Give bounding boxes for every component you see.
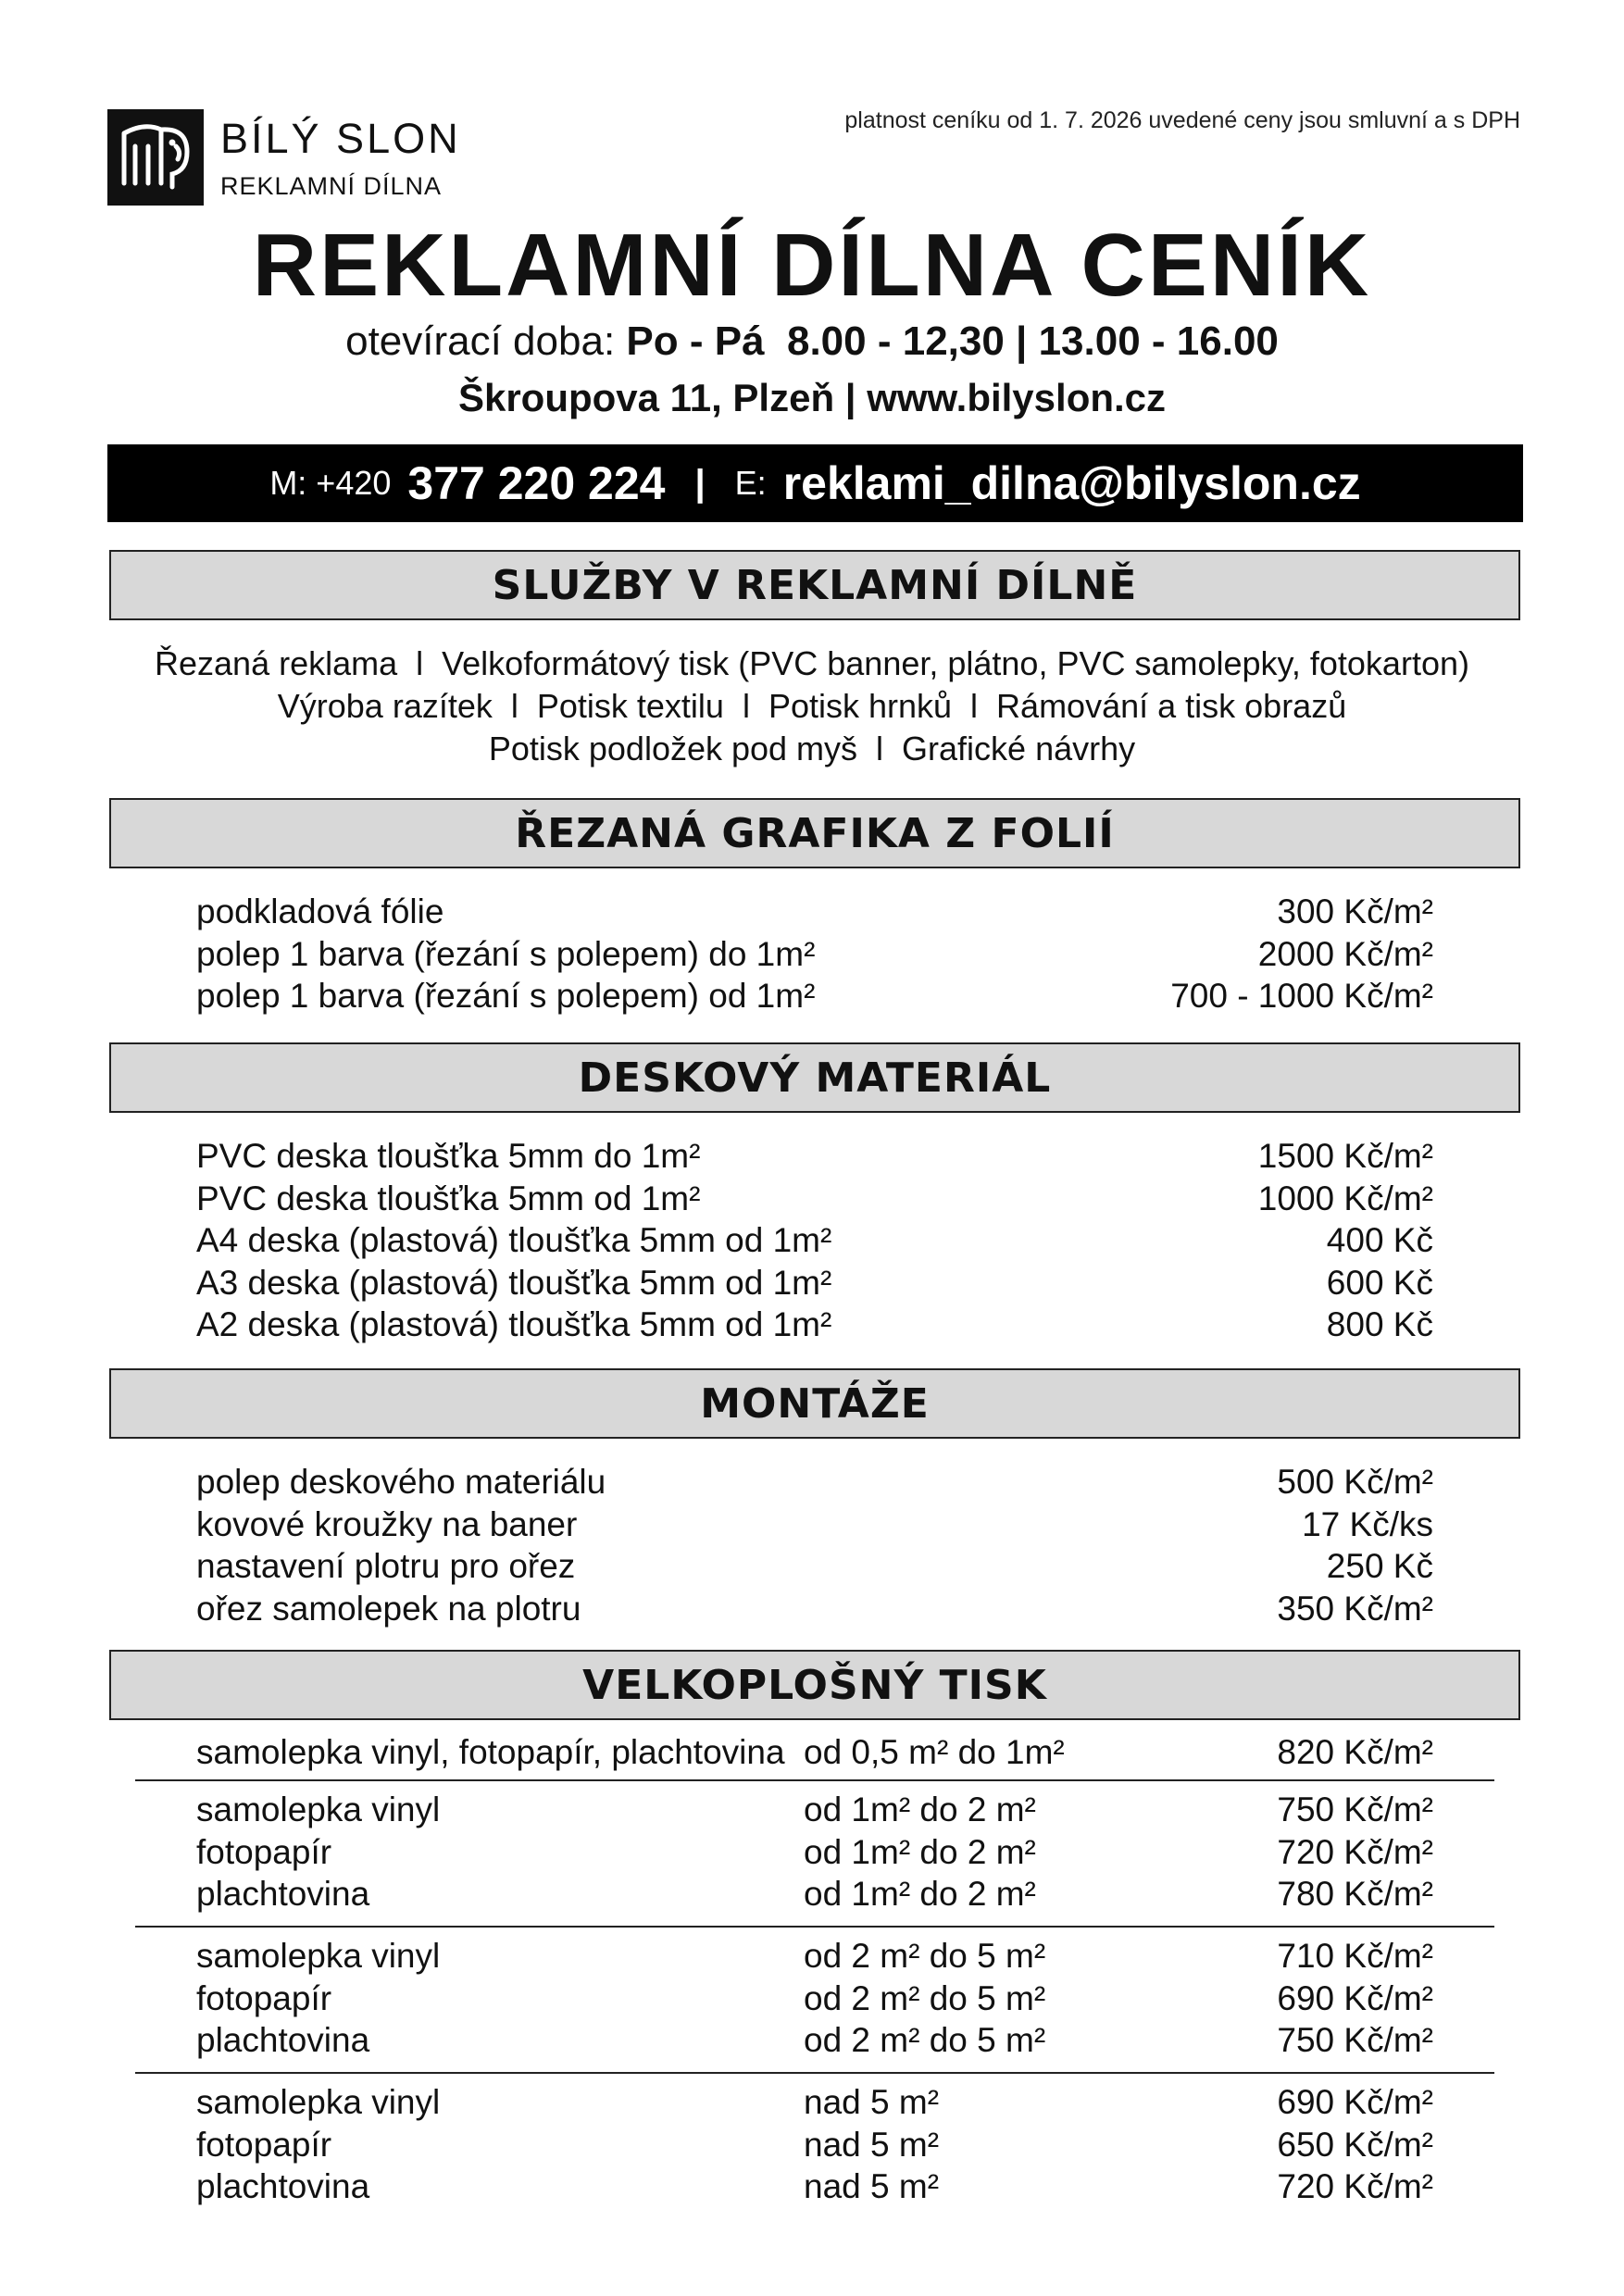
brand-subtitle: REKLAMNÍ DÍLNA <box>220 172 443 200</box>
service-item: Potisk hrnků <box>768 687 953 725</box>
price-row <box>196 933 1433 976</box>
price-table-rezana <box>196 891 1433 1017</box>
price-row <box>196 1178 1433 1220</box>
opening-hours-label: otevírací doba: <box>345 318 627 364</box>
page-title: REKLAMNÍ DÍLNA CENÍK <box>252 216 1372 315</box>
item-price: 350 Kč/m² <box>1277 1589 1433 1628</box>
item-price: 250 Kč <box>1326 1547 1433 1585</box>
price-row <box>196 1545 1433 1588</box>
item-price: 600 Kč <box>1326 1263 1433 1302</box>
service-item: Potisk podložek pod myš <box>488 730 858 767</box>
item-price: 690 Kč/m² <box>1277 2083 1433 2121</box>
service-item: Rámování a tisk obrazů <box>996 687 1347 725</box>
item-name: plachtovina <box>196 2167 370 2205</box>
phone-label: M: +420 <box>269 464 392 502</box>
price-row <box>196 1731 1433 1774</box>
price-row <box>196 1504 1433 1546</box>
price-row <box>196 1219 1433 1262</box>
item-range: nad 5 m² <box>804 2125 940 2164</box>
price-table-montaze <box>196 1461 1433 1629</box>
item-name: samolepka vinyl, fotopapír, plachtovina <box>196 1733 785 1771</box>
item-price: 17 Kč/ks <box>1302 1504 1433 1543</box>
item-price: 750 Kč/m² <box>1277 2021 1433 2059</box>
item-name: samolepka vinyl <box>196 1937 441 1975</box>
item-name: kovové kroužky na baner <box>196 1504 578 1543</box>
price-row <box>196 1461 1433 1504</box>
item-price: 720 Kč/m² <box>1277 1832 1433 1871</box>
section-heading-deskovy: DESKOVÝ MATERIÁL <box>109 1042 1520 1113</box>
item-name: polep 1 barva (řezání s polepem) od 1m² <box>196 977 816 1015</box>
price-table-deskovy <box>196 1135 1433 1346</box>
elephant-logo-icon <box>107 109 204 206</box>
price-row <box>196 975 1433 1017</box>
item-price: 1500 Kč/m² <box>1257 1137 1433 1175</box>
section-heading-montaze: MONTÁŽE <box>109 1368 1520 1439</box>
phone-number[interactable]: 377 220 224 <box>407 457 666 509</box>
price-row <box>196 2124 1433 2166</box>
opening-hours <box>0 318 1624 365</box>
email-label: E: <box>734 464 767 502</box>
item-range: od 2 m² do 5 m² <box>804 2021 1046 2059</box>
item-price: 710 Kč/m² <box>1277 1937 1433 1975</box>
item-price: 800 Kč <box>1326 1305 1433 1343</box>
price-row <box>196 1935 1433 1978</box>
item-range: nad 5 m² <box>804 2083 940 2121</box>
services-line <box>0 728 1624 770</box>
item-price: 300 Kč/m² <box>1277 892 1433 930</box>
service-item: Výroba razítek <box>277 687 493 725</box>
services-separator: l <box>876 730 884 767</box>
item-price: 750 Kč/m² <box>1277 1791 1433 1828</box>
item-range: od 0,5 m² do 1m² <box>804 1733 1065 1771</box>
item-name: polep 1 barva (řezání s polepem) do 1m² <box>196 934 816 973</box>
item-range: nad 5 m² <box>804 2167 940 2205</box>
item-range: od 1m² do 2 m² <box>804 1875 1036 1913</box>
item-price: 500 Kč/m² <box>1277 1463 1433 1501</box>
price-group <box>196 1789 1433 1915</box>
item-price: 820 Kč/m² <box>1277 1733 1433 1771</box>
section-heading-rezana: ŘEZANÁ GRAFIKA Z FOLIÍ <box>109 798 1520 868</box>
brand-name: BÍLÝ SLON <box>220 115 461 162</box>
opening-hours-value: Po - Pá 8.00 - 12,30 | 13.00 - 16.00 <box>626 318 1279 364</box>
item-name: nastavení plotru pro ořez <box>196 1547 576 1585</box>
item-range: od 1m² do 2 m² <box>804 1791 1036 1828</box>
item-range: od 2 m² do 5 m² <box>804 1937 1046 1975</box>
item-name: podkladová fólie <box>196 892 444 930</box>
item-price: 2000 Kč/m² <box>1257 934 1433 973</box>
item-name: plachtovina <box>196 2021 370 2059</box>
price-row <box>196 2081 1433 2124</box>
item-name: fotopapír <box>196 1832 332 1871</box>
item-name: PVC deska tloušťka 5mm od 1m² <box>196 1179 701 1217</box>
email-address[interactable]: reklami_dilna@bilyslon.cz <box>782 457 1361 509</box>
price-row <box>196 1588 1433 1630</box>
item-name: fotopapír <box>196 1978 332 2017</box>
group-divider <box>135 2072 1494 2074</box>
price-row <box>196 1789 1433 1831</box>
group-divider <box>135 1926 1494 1928</box>
item-price: 650 Kč/m² <box>1277 2125 1433 2164</box>
item-name: A3 deska (plastová) tloušťka 5mm od 1m² <box>196 1263 832 1302</box>
item-range: od 1m² do 2 m² <box>804 1832 1036 1871</box>
section-heading-services: SLUŽBY V REKLAMNÍ DÍLNĚ <box>109 550 1520 620</box>
services-separator: l <box>510 687 518 725</box>
item-name: samolepka vinyl <box>196 2083 441 2121</box>
item-name: polep deskového materiálu <box>196 1463 606 1501</box>
item-range: od 2 m² do 5 m² <box>804 1978 1046 2017</box>
price-validity-note: platnost ceníku od 1. 7. 2026 uvedené ceny jsou smluvní a s DPH <box>844 107 1520 133</box>
contact-bar <box>107 444 1523 522</box>
service-item: Řezaná reklama <box>155 644 398 682</box>
item-price: 1000 Kč/m² <box>1257 1179 1433 1217</box>
item-price: 690 Kč/m² <box>1277 1978 1433 2017</box>
price-group <box>196 1731 1433 1774</box>
item-name: samolepka vinyl <box>196 1791 441 1828</box>
services-line <box>0 643 1624 685</box>
price-row <box>196 1978 1433 2020</box>
service-item: Velkoformátový tisk (PVC banner, plátno, PVC samolepky, fotokarton) <box>442 644 1469 682</box>
price-row <box>196 1873 1433 1915</box>
price-group <box>196 1935 1433 2062</box>
item-name: A2 deska (plastová) tloušťka 5mm od 1m² <box>196 1305 832 1343</box>
item-name: PVC deska tloušťka 5mm do 1m² <box>196 1137 701 1175</box>
group-divider <box>135 1779 1494 1781</box>
item-name: plachtovina <box>196 1875 370 1913</box>
price-row <box>196 1135 1433 1178</box>
price-row <box>196 1262 1433 1304</box>
price-group <box>196 2081 1433 2208</box>
services-separator: l <box>416 644 424 682</box>
item-name: A4 deska (plastová) tloušťka 5mm od 1m² <box>196 1221 832 1259</box>
section-heading-velkoplosny: VELKOPLOŠNÝ TISK <box>109 1650 1520 1720</box>
services-list <box>0 643 1624 770</box>
item-price: 400 Kč <box>1326 1221 1433 1259</box>
service-item: Grafické návrhy <box>902 730 1136 767</box>
item-price: 720 Kč/m² <box>1277 2167 1433 2205</box>
address-web: Škroupova 11, Plzeň | www.bilyslon.cz <box>457 376 1167 419</box>
services-line <box>0 685 1624 728</box>
services-separator: l <box>970 687 979 725</box>
price-row <box>196 1304 1433 1346</box>
price-row <box>196 2165 1433 2208</box>
item-name: fotopapír <box>196 2125 332 2164</box>
price-row <box>196 891 1433 933</box>
item-name: ořez samolepek na plotru <box>196 1589 581 1628</box>
services-separator: l <box>742 687 750 725</box>
price-row <box>196 2019 1433 2062</box>
item-price: 700 - 1000 Kč/m² <box>1170 977 1433 1015</box>
contact-separator: | <box>694 462 706 504</box>
price-row <box>196 1831 1433 1874</box>
service-item: Potisk textilu <box>536 687 724 725</box>
item-price: 780 Kč/m² <box>1277 1875 1433 1913</box>
